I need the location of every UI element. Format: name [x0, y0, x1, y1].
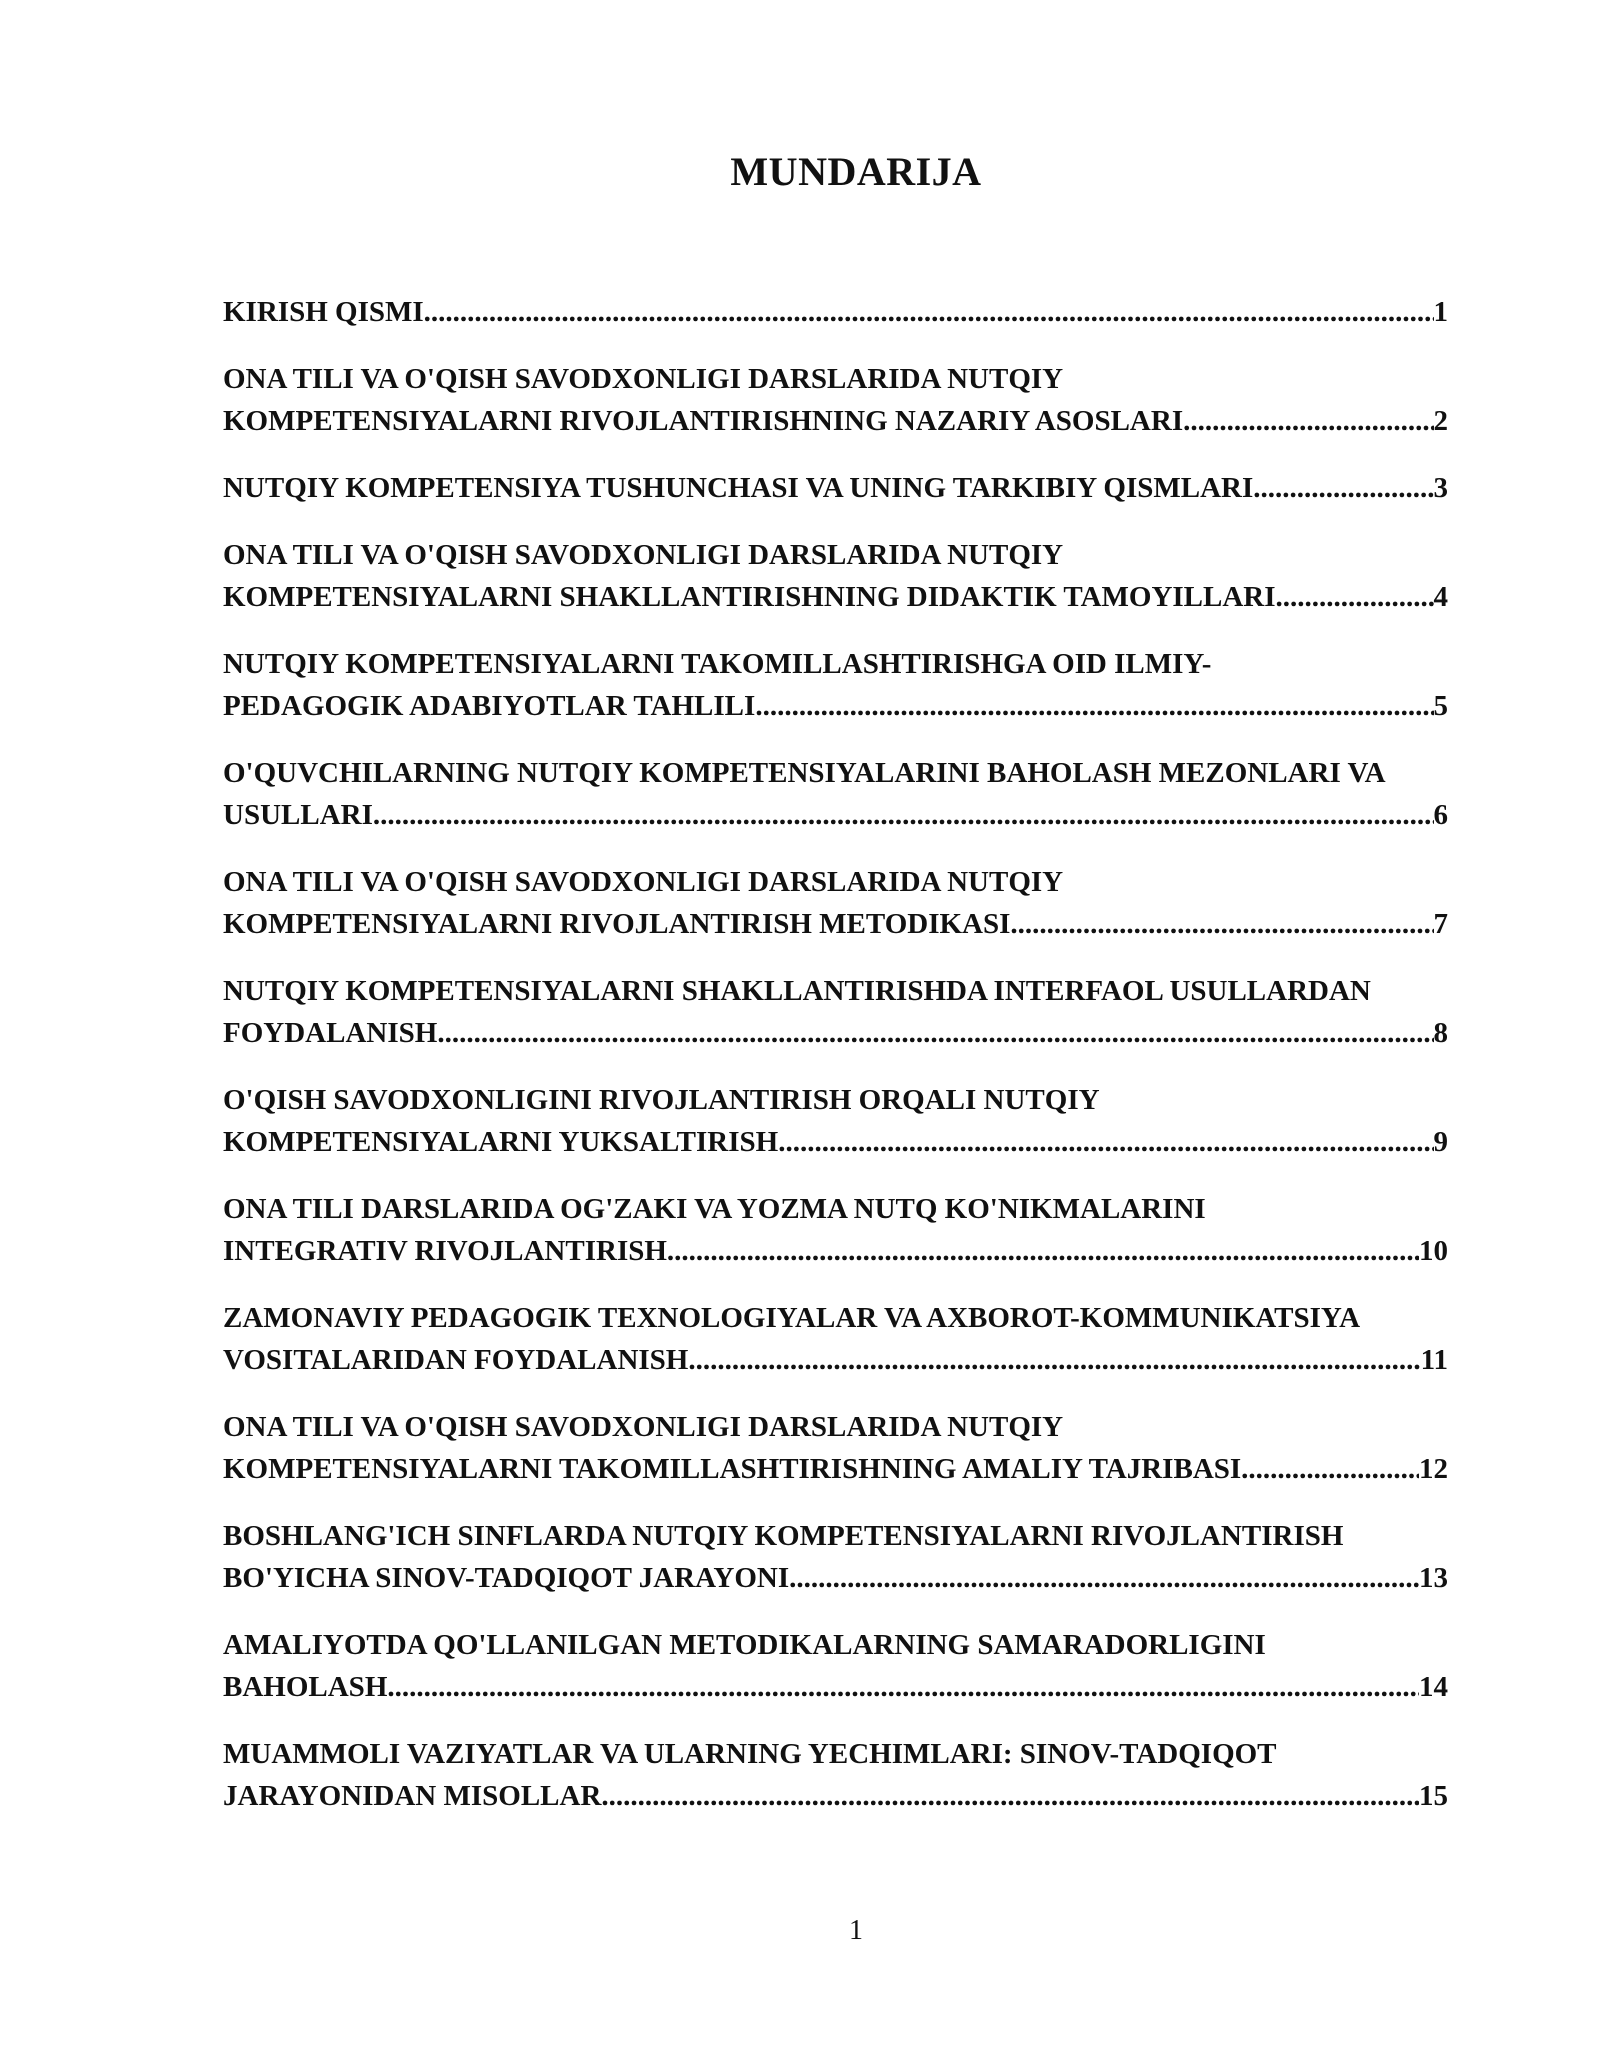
toc-entry-leader-line	[223, 1012, 1448, 1054]
toc-entry[interactable]	[223, 1624, 1493, 1708]
toc-dot-leader	[437, 1012, 1433, 1054]
toc-entry-title: VOSITALARIDAN FOYDALANISH	[223, 1344, 689, 1376]
toc-entry-leader-line	[223, 1121, 1448, 1163]
toc-entry[interactable]	[223, 291, 1493, 333]
toc-entry-leader-line	[223, 1666, 1448, 1708]
toc-page-number: 11	[1420, 1344, 1448, 1376]
toc-entry-leader-line	[223, 400, 1448, 442]
toc-entry-leader-line	[223, 576, 1448, 618]
toc-entry-title-line: BOSHLANG'ICH SINFLARDA NUTQIY KOMPETENSIYALARNI RIVOJLANTIRISH	[223, 1520, 1344, 1552]
toc-entry-title-line: ONA TILI DARSLARIDA OG'ZAKI VA YOZMA NUTQ KO'NIKMALARINI	[223, 1193, 1206, 1225]
toc-dot-leader	[1241, 1448, 1419, 1490]
toc-dot-leader	[424, 291, 1434, 333]
toc-entry[interactable]	[223, 467, 1493, 509]
toc-entry-title-line: NUTQIY KOMPETENSIYALARNI SHAKLLANTIRISHDA INTERFAOL USULLARDAN	[223, 975, 1371, 1007]
toc-page-number: 13	[1419, 1562, 1448, 1594]
toc-dot-leader	[688, 1339, 1420, 1381]
page-number: 1	[849, 1915, 863, 1946]
toc-entry[interactable]	[223, 752, 1493, 836]
toc-entry-title-line: AMALIYOTDA QO'LLANILGAN METODIKALARNING SAMARADORLIGINI	[223, 1629, 1266, 1661]
toc-page-number: 12	[1419, 1453, 1448, 1485]
toc-dot-leader	[755, 685, 1433, 727]
toc-entry-title: JARAYONIDAN MISOLLAR	[223, 1780, 602, 1812]
toc-entry[interactable]	[223, 861, 1493, 945]
toc-entry-title: USULLARI	[223, 799, 373, 831]
toc-entry-leader-line	[223, 903, 1448, 945]
toc-dot-leader	[1010, 903, 1433, 945]
toc-entry-title-line: ONA TILI VA O'QISH SAVODXONLIGI DARSLARIDA NUTQIY	[223, 1411, 1064, 1443]
toc-entry[interactable]	[223, 970, 1493, 1054]
toc-dot-leader	[387, 1666, 1419, 1708]
toc-entry-title: NUTQIY KOMPETENSIYA TUSHUNCHASI VA UNING TARKIBIY QISMLARI	[223, 472, 1254, 504]
toc-entry-title: KOMPETENSIYALARNI RIVOJLANTIRISH METODIKASI	[223, 908, 1011, 940]
toc-dot-leader	[789, 1557, 1419, 1599]
toc-entry-title-line: ONA TILI VA O'QISH SAVODXONLIGI DARSLARIDA NUTQIY	[223, 363, 1064, 395]
toc-entry-leader-line	[223, 291, 1448, 333]
toc-page-number: 8	[1433, 1017, 1448, 1049]
toc-page-number: 6	[1433, 799, 1448, 831]
toc-entry[interactable]	[223, 643, 1493, 727]
toc-entry[interactable]	[223, 1188, 1493, 1272]
toc-entry-title: BO'YICHA SINOV-TADQIQOT JARAYONI	[223, 1562, 790, 1594]
toc-entry-title: PEDAGOGIK ADABIYOTLAR TAHLILI	[223, 690, 756, 722]
toc-entry-leader-line	[223, 685, 1448, 727]
toc-page-number: 10	[1419, 1235, 1448, 1267]
toc-entry-leader-line	[223, 1230, 1448, 1272]
toc-dot-leader	[667, 1230, 1419, 1272]
toc-dot-leader	[778, 1121, 1433, 1163]
toc-entry-title: KOMPETENSIYALARNI RIVOJLANTIRISHNING NAZARIY ASOSLARI	[223, 405, 1184, 437]
toc-dot-leader	[1253, 467, 1433, 509]
toc-entry[interactable]	[223, 358, 1493, 442]
toc-page-number: 9	[1433, 1126, 1448, 1158]
toc-entry[interactable]	[223, 1515, 1493, 1599]
toc-entry-leader-line	[223, 467, 1448, 509]
page-title: MUNDARIJA	[730, 149, 982, 194]
toc-page-number: 14	[1419, 1671, 1448, 1703]
toc-entry-title-line: MUAMMOLI VAZIYATLAR VA ULARNING YECHIMLARI: SINOV-TADQIQOT	[223, 1738, 1277, 1770]
table-of-contents	[223, 291, 1493, 1842]
toc-page-number: 3	[1433, 472, 1448, 504]
toc-entry-title: INTEGRATIV RIVOJLANTIRISH	[223, 1235, 667, 1267]
toc-entry-title: KIRISH QISMI	[223, 296, 424, 328]
toc-entry-title-line: ONA TILI VA O'QISH SAVODXONLIGI DARSLARIDA NUTQIY	[223, 866, 1064, 898]
toc-page-number: 1	[1433, 296, 1448, 328]
toc-entry[interactable]	[223, 1733, 1493, 1817]
toc-dot-leader	[601, 1775, 1419, 1817]
toc-page-number: 5	[1433, 690, 1448, 722]
toc-dot-leader	[373, 794, 1434, 836]
toc-page-number: 2	[1433, 405, 1448, 437]
toc-page-number: 7	[1433, 908, 1448, 940]
toc-entry[interactable]	[223, 1079, 1493, 1163]
toc-entry-title: BAHOLASH	[223, 1671, 388, 1703]
toc-entry-title: KOMPETENSIYALARNI SHAKLLANTIRISHNING DIDAKTIK TAMOYILLARI	[223, 581, 1276, 613]
toc-entry[interactable]	[223, 1297, 1493, 1381]
toc-entry-title-line: ONA TILI VA O'QISH SAVODXONLIGI DARSLARIDA NUTQIY	[223, 539, 1064, 571]
toc-entry-title-line: ZAMONAVIY PEDAGOGIK TEXNOLOGIYALAR VA AXBOROT-KOMMUNIKATSIYA	[223, 1302, 1361, 1334]
toc-entry-leader-line	[223, 1339, 1448, 1381]
toc-entry-title-line: O'QISH SAVODXONLIGINI RIVOJLANTIRISH ORQALI NUTQIY	[223, 1084, 1100, 1116]
toc-entry-leader-line	[223, 1775, 1448, 1817]
toc-entry-title: KOMPETENSIYALARNI YUKSALTIRISH	[223, 1126, 779, 1158]
toc-entry-title-line: O'QUVCHILARNING NUTQIY KOMPETENSIYALARINI BAHOLASH MEZONLARI VA	[223, 757, 1386, 789]
toc-entry-leader-line	[223, 1448, 1448, 1490]
toc-entry-leader-line	[223, 1557, 1448, 1599]
toc-dot-leader	[1276, 576, 1434, 618]
toc-entry-leader-line	[223, 794, 1448, 836]
toc-entry-title: FOYDALANISH	[223, 1017, 438, 1049]
toc-dot-leader	[1183, 400, 1433, 442]
toc-page-number: 15	[1419, 1780, 1448, 1812]
toc-entry[interactable]	[223, 534, 1493, 618]
toc-entry[interactable]	[223, 1406, 1493, 1490]
toc-page-number: 4	[1433, 581, 1448, 613]
toc-entry-title: KOMPETENSIYALARNI TAKOMILLASHTIRISHNING AMALIY TAJRIBASI	[223, 1453, 1242, 1485]
toc-entry-title-line: NUTQIY KOMPETENSIYALARNI TAKOMILLASHTIRISHGA OID ILMIY-	[223, 648, 1212, 680]
